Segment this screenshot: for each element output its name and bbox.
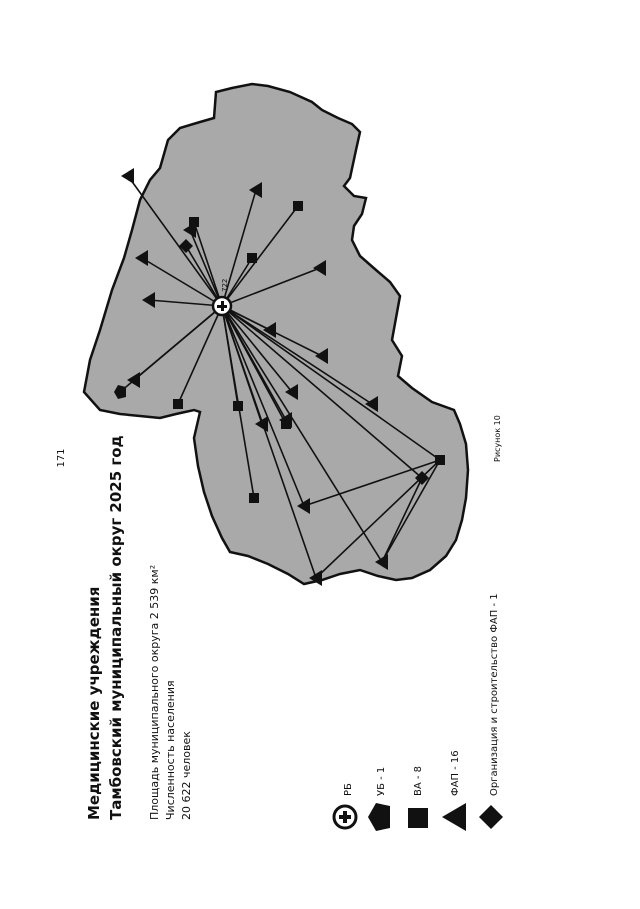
square-icon	[189, 217, 199, 227]
square-icon	[233, 401, 243, 411]
square-icon	[408, 808, 428, 828]
square-icon	[293, 201, 303, 211]
triangle-icon	[121, 168, 134, 184]
legend-label-va: ВА - 8	[413, 765, 424, 796]
population-label: Численность населения	[164, 680, 177, 820]
square-icon	[247, 253, 257, 263]
legend-label-new-fap: Организация и строительство ФАП - 1	[489, 593, 500, 796]
area-text: Площадь муниципального округа 2 539 км²	[148, 564, 161, 820]
population-value: 20 622 человек	[180, 731, 193, 820]
diamond-icon	[479, 805, 503, 829]
legend-label-ub: УБ - 1	[376, 766, 387, 796]
legend-item-fap	[442, 750, 466, 831]
figure-caption: Рисунок 10	[493, 415, 502, 462]
legend-item-ub	[368, 767, 390, 831]
title-line-2: Тамбовский муниципальный округ 2025 год	[107, 435, 125, 820]
square-icon	[173, 399, 183, 409]
pentagon-icon	[368, 803, 390, 831]
legend-item-rb	[334, 783, 356, 828]
cross-bar-v	[343, 811, 347, 823]
square-icon	[249, 493, 259, 503]
hub-label: 722	[221, 278, 229, 292]
legend-label-rb: РБ	[343, 783, 354, 796]
square-icon	[435, 455, 445, 465]
map	[84, 84, 468, 586]
legend	[334, 593, 503, 831]
legend-label-fap: ФАП - 16	[450, 750, 461, 796]
square-icon	[281, 419, 291, 429]
hub-cross-v	[221, 301, 224, 311]
title-line-1: Медицинские учреждения	[85, 586, 103, 820]
triangle-icon	[442, 803, 466, 831]
legend-item-new-fap	[479, 593, 503, 829]
page-number: 171	[56, 448, 67, 468]
legend-item-va	[408, 766, 428, 828]
